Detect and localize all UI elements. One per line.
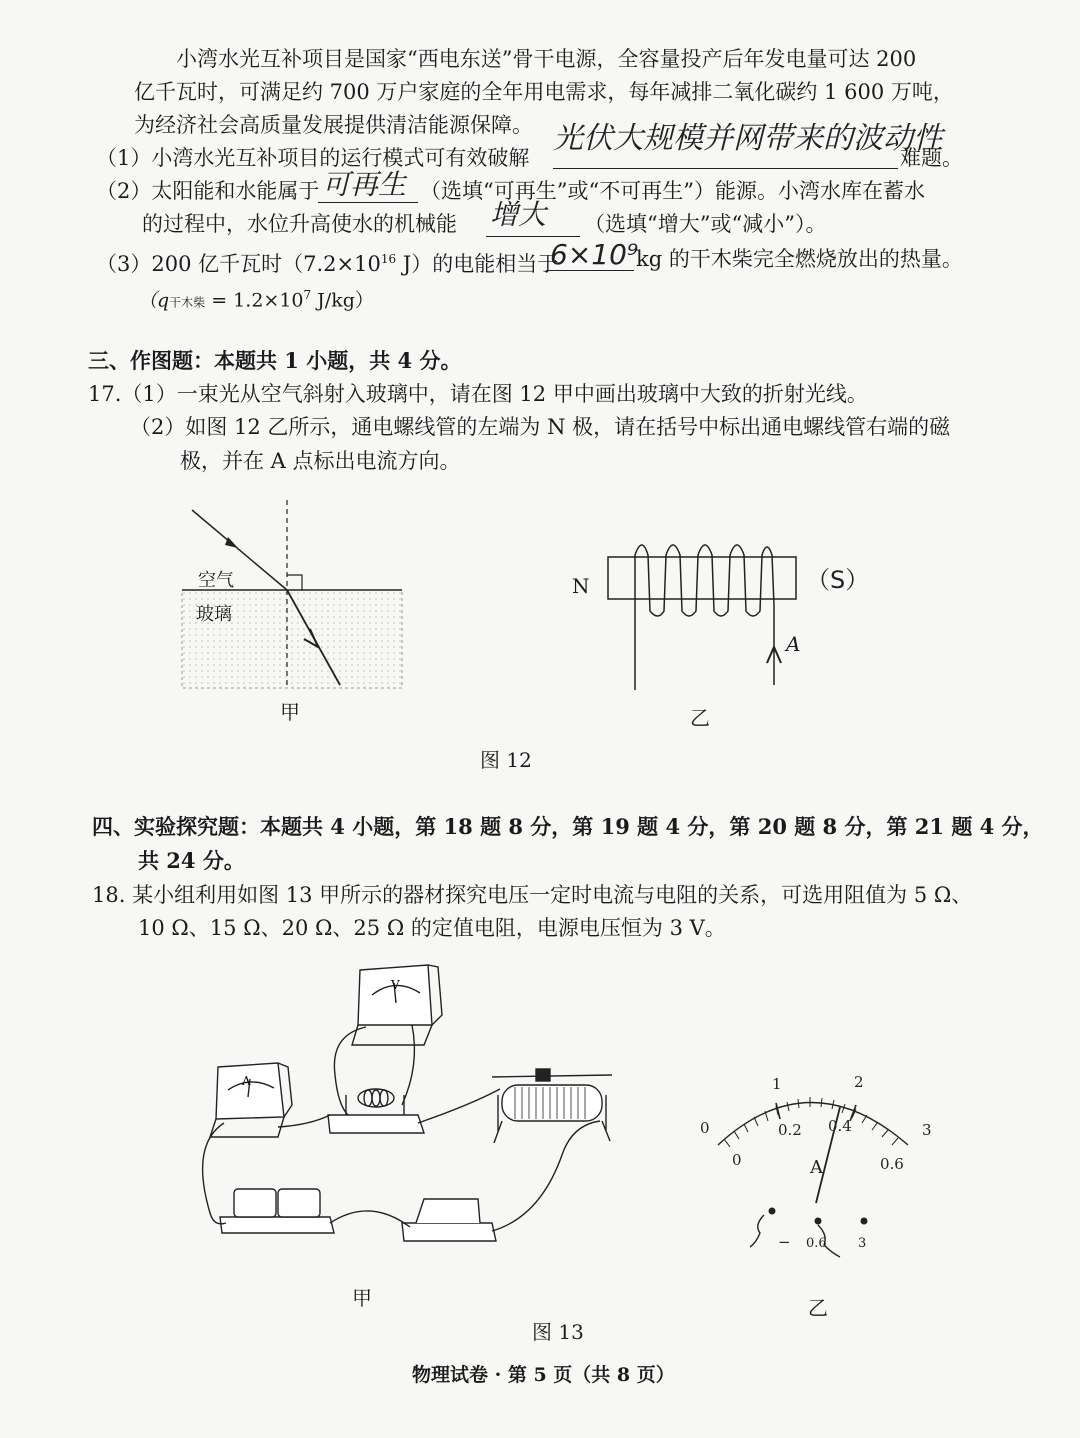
section4-title-line2: 共 24 分。 xyxy=(138,848,245,873)
label-air: 空气 xyxy=(198,570,234,591)
q16-part2-text: （选填“可再生”或“不可再生”）能源。小湾水库在蓄水 xyxy=(420,179,925,203)
const-exp: 7 xyxy=(303,288,312,302)
dial-top-0: 0 xyxy=(700,1119,710,1137)
figure12-jia-label: 甲 xyxy=(280,700,300,724)
figure13-jia-label: 甲 xyxy=(352,1286,372,1310)
q16-part1-tail: 难题。 xyxy=(900,146,963,170)
q16-part2-answer: 可再生 xyxy=(322,168,407,201)
figure13-yi-meter-dial xyxy=(690,1065,950,1275)
const-unit: J/kg） xyxy=(311,289,374,312)
q16-part1-answer: 光伏大规模并网带来的波动性 xyxy=(553,121,943,156)
q16-part3-blank xyxy=(546,270,634,271)
terminal-3: 3 xyxy=(858,1236,867,1251)
q16-part1-blank xyxy=(553,168,898,169)
solenoid-s-answer: （S） xyxy=(806,566,870,594)
q18-line1: 18. 某小组利用如图 13 甲所示的器材探究电压一定时电流与电阻的关系，可选用阻值为 5 Ω、 xyxy=(92,883,973,907)
ammeter-symbol: A xyxy=(242,1074,251,1088)
dial-bottom-0: 0 xyxy=(732,1151,742,1169)
q16-part2-answer2: 增大 xyxy=(490,198,547,231)
voltmeter-symbol: V xyxy=(391,978,400,992)
const-q: （q xyxy=(138,289,170,312)
figure12-yi-solenoid xyxy=(590,525,820,695)
q17-part2-line2: 极，并在 A 点标出电流方向。 xyxy=(180,449,461,473)
q16-part2-blank xyxy=(318,202,418,203)
point-a-label: A xyxy=(786,632,801,656)
dial-top-3: 3 xyxy=(922,1121,932,1139)
intro-line-2: 亿千瓦时，可满足约 700 万户家庭的全年用电需求，每年减排二氧化碳约 1 600 万吨， xyxy=(134,80,954,104)
dial-bottom-06: 0.6 xyxy=(880,1155,904,1173)
q16-part3-prompt xyxy=(96,244,558,279)
intro-line-3: 为经济社会高质量发展提供清洁能源保障。 xyxy=(134,113,533,137)
q16-part3-tail: kg 的干木柴完全燃烧放出的热量。 xyxy=(636,247,963,271)
figure12-yi-label: 乙 xyxy=(690,706,710,730)
const-sub: 干木柴 xyxy=(169,295,206,310)
dial-top-1: 1 xyxy=(772,1075,782,1093)
figure13-caption: 图 13 xyxy=(532,1320,584,1344)
q16-part2-line2-tail: （选填“增大”或“减小”）。 xyxy=(584,212,827,236)
q16-part3-answer: 6×10⁹ xyxy=(550,238,639,271)
q16-part2-prompt: （2）太阳能和水能属于 xyxy=(96,179,320,203)
const-val: = 1.2×10 xyxy=(205,289,304,312)
terminal-negative: − xyxy=(778,1233,791,1251)
figure12-jia-refraction xyxy=(170,495,420,695)
q16-part3-text-a: （3）200 亿千瓦时（7.2×10 xyxy=(96,252,381,276)
page-footer: 物理试卷 · 第 5 页（共 8 页） xyxy=(412,1364,675,1386)
q16-part3-constant xyxy=(138,280,374,317)
q17-part2-line1: （2）如图 12 乙所示，通电螺线管的左端为 N 极，请在括号中标出通电螺线管右端的磁 xyxy=(130,415,951,439)
q18-line2: 10 Ω、15 Ω、20 Ω、25 Ω 的定值电阻，电源电压恒为 3 V。 xyxy=(138,916,726,940)
q16-part3-text-b: J）的电能相当于 xyxy=(396,252,559,276)
q16-part2-blank2 xyxy=(486,236,580,237)
q16-part3-exponent: 16 xyxy=(380,252,397,266)
q17-part1: 17.（1）一束光从空气斜射入玻璃中，请在图 12 甲中画出玻璃中大致的折射光线。 xyxy=(88,382,868,406)
figure13-jia-circuit xyxy=(180,955,640,1270)
q16-part2-line2: 的过程中，水位升高使水的机械能 xyxy=(142,212,457,236)
dial-top-2: 2 xyxy=(854,1073,864,1091)
label-glass: 玻璃 xyxy=(196,604,232,625)
intro-line-1: 小湾水光互补项目是国家“西电东送”骨干电源，全容量投产后年发电量可达 200 xyxy=(176,47,917,71)
figure12-caption: 图 12 xyxy=(480,748,532,772)
section4-title-line1: 四、实验探究题：本题共 4 小题，第 18 题 8 分，第 19 题 4 分，第 20 题 8 分，第 21 题 4 分， xyxy=(92,814,1044,839)
solenoid-n-pole: N xyxy=(572,574,590,598)
dial-bottom-04: 0.4 xyxy=(828,1117,852,1135)
terminal-06: 0.6 xyxy=(806,1236,827,1251)
figure13-yi-label: 乙 xyxy=(808,1296,828,1320)
q16-part1-prompt: （1）小湾水光互补项目的运行模式可有效破解 xyxy=(96,146,530,170)
dial-bottom-02: 0.2 xyxy=(778,1121,802,1139)
section3-title: 三、作图题：本题共 1 小题，共 4 分。 xyxy=(88,348,462,373)
dial-meter-symbol: A xyxy=(810,1157,823,1178)
